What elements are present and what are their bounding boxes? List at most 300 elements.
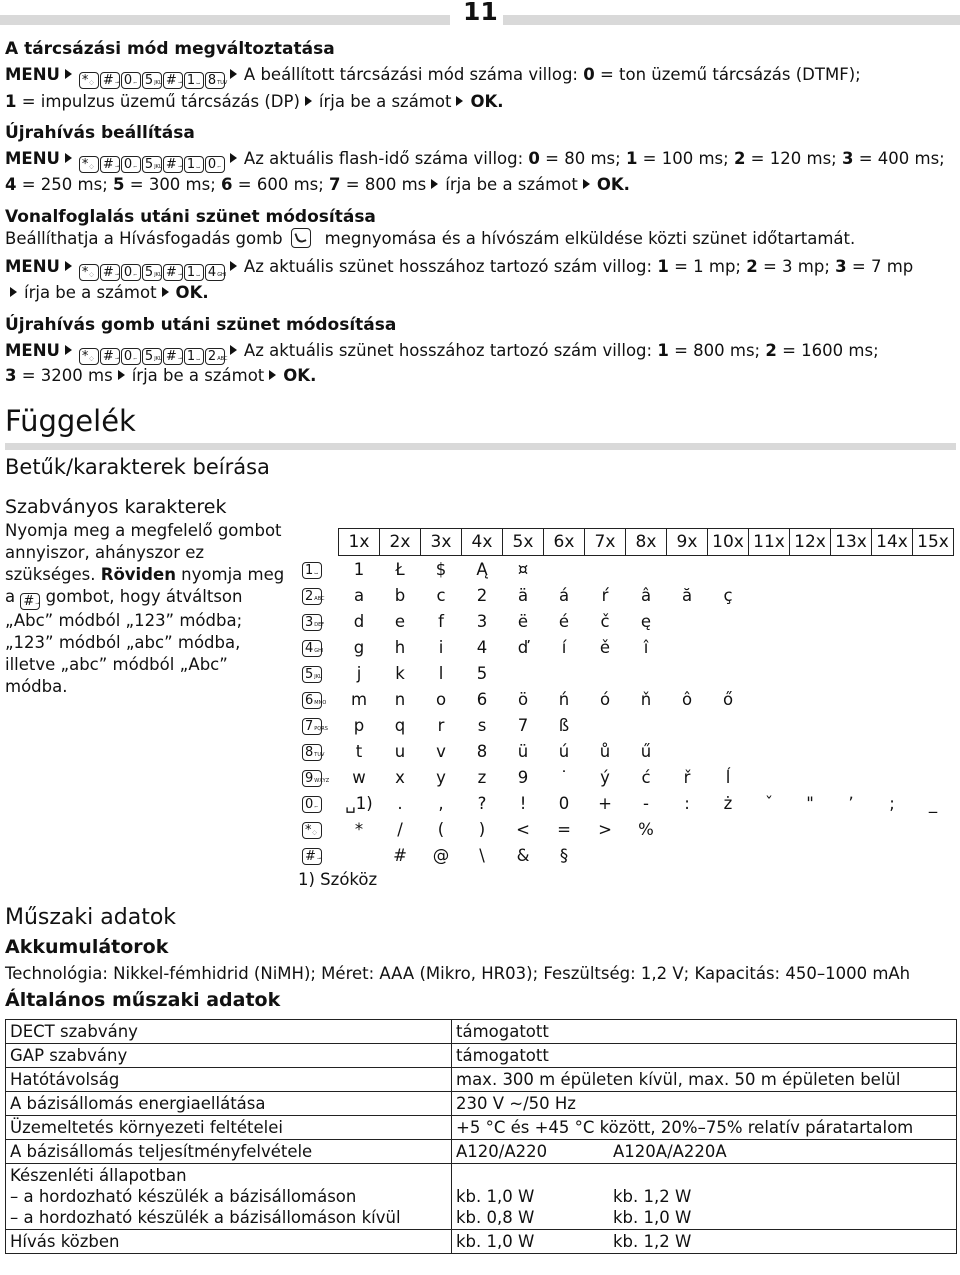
key-icon xyxy=(121,348,141,365)
option-value: 0 xyxy=(583,65,595,84)
description-text: megnyomása és a hívószám elküldése közti szünet időtartamát. xyxy=(324,229,856,248)
char-cell xyxy=(626,712,667,738)
char-cell xyxy=(708,634,749,660)
option-value: 3 xyxy=(841,149,854,168)
char-cell: ö xyxy=(517,689,529,709)
column-header: 6x xyxy=(544,529,585,556)
char-cell xyxy=(749,738,790,764)
char-cell: ń xyxy=(558,689,570,709)
spec-row xyxy=(6,1140,957,1164)
header-rule-right xyxy=(503,15,960,25)
key-letters: ⊸ xyxy=(316,856,322,862)
char-cell: 6 xyxy=(476,689,488,709)
value-column xyxy=(456,1165,613,1228)
key-letters: TUV xyxy=(314,752,325,758)
key-main: 5 xyxy=(144,265,154,280)
key-letters: ⌴ xyxy=(196,356,201,362)
char-cell: ň xyxy=(640,689,652,709)
column-header: 8x xyxy=(626,529,667,556)
header-rule-left xyxy=(0,15,450,25)
column-header: 11x xyxy=(749,529,790,556)
key-icon xyxy=(121,264,141,281)
char-cell: é xyxy=(558,611,570,631)
key-main: # xyxy=(102,349,114,364)
value-line: kb. 1,0 W xyxy=(456,1187,535,1206)
key-sequence xyxy=(79,264,225,281)
spec-label xyxy=(6,1230,452,1254)
char-cell xyxy=(749,816,790,842)
arrow-icon xyxy=(305,96,312,106)
char-cell: c xyxy=(436,585,446,605)
option-text: = 1600 ms; xyxy=(776,341,879,360)
arrow-icon xyxy=(230,345,237,355)
key-main: * xyxy=(81,265,89,280)
char-cell: ʼ xyxy=(848,793,854,813)
char-cell xyxy=(585,712,626,738)
key-icon xyxy=(142,264,162,281)
char-cell: 9 xyxy=(517,767,529,787)
row-key-cell xyxy=(302,738,339,764)
key-icon xyxy=(184,156,204,173)
char-cell: k xyxy=(395,663,405,683)
section-title: Újrahívás gomb utáni szünet módosítása xyxy=(5,315,397,335)
char-cell xyxy=(872,634,913,660)
arrow-icon xyxy=(230,153,237,163)
spec-value xyxy=(452,1140,957,1164)
char-cell: : xyxy=(684,793,690,813)
label-line: Készenléti állapotban xyxy=(10,1166,187,1185)
char-cell xyxy=(790,712,831,738)
battery-text: Technológia: Nikkel-fémhidrid (NiMH); Méret: AAA (Mikro, HR03); Feszültség: 1,2 V; Kapacitás: 450–1000 mAh xyxy=(5,964,911,983)
text-line xyxy=(5,148,945,173)
char-cell xyxy=(913,686,954,712)
key-icon xyxy=(302,848,322,865)
text-line xyxy=(5,122,195,144)
char-cell xyxy=(831,712,872,738)
char-row xyxy=(302,764,954,790)
char-cell xyxy=(831,556,872,583)
char-cell xyxy=(708,660,749,686)
character-intro xyxy=(5,520,290,698)
key-main: 0 xyxy=(123,73,133,88)
key-icon xyxy=(302,614,325,631)
char-cell: + xyxy=(598,793,612,813)
key-letters: ⌐ xyxy=(133,80,138,86)
value-column xyxy=(456,1117,913,1138)
option-value: 3 xyxy=(835,257,847,276)
char-cell xyxy=(749,582,790,608)
text-line xyxy=(5,228,855,250)
char-cell xyxy=(831,634,872,660)
char-cell xyxy=(831,816,872,842)
char-cell: # xyxy=(393,845,407,865)
key-icon xyxy=(79,156,99,173)
option-text: = 250 ms; xyxy=(16,175,114,194)
key-icon xyxy=(163,348,183,365)
char-cell xyxy=(708,608,749,634)
char-cell: w xyxy=(352,767,366,787)
key-icon xyxy=(302,692,327,709)
spec-value xyxy=(452,1116,957,1140)
char-cell: ŕ xyxy=(601,585,609,605)
key-main: 9 xyxy=(305,771,314,786)
key-main: # xyxy=(102,265,114,280)
key-icon xyxy=(302,640,322,657)
char-cell: t xyxy=(355,741,363,761)
key-letters: ⌴ xyxy=(314,569,319,576)
spec-row xyxy=(6,1020,957,1044)
char-row xyxy=(302,686,954,712)
column-header: 9x xyxy=(667,529,708,556)
space-footnote: 1) Szóköz xyxy=(298,870,378,889)
char-cell: & xyxy=(516,845,530,865)
key-main: # xyxy=(305,849,316,864)
key-icon xyxy=(205,264,225,281)
char-cell xyxy=(790,764,831,790)
key-icon xyxy=(302,666,322,683)
key-letters: TUV xyxy=(217,80,228,86)
char-cell xyxy=(913,738,954,764)
key-main: # xyxy=(165,73,177,88)
value-line: max. 300 m épületen kívül, max. 50 m épületen belül xyxy=(456,1070,901,1089)
key-icon xyxy=(205,72,228,89)
spec-label xyxy=(6,1020,452,1044)
char-cell: ; xyxy=(889,793,895,813)
value-line: támogatott xyxy=(456,1022,549,1041)
key-main: # xyxy=(165,265,177,280)
key-main: # xyxy=(102,157,114,172)
char-cell: ˇ xyxy=(764,793,774,813)
char-cell: i xyxy=(438,637,444,657)
char-cell xyxy=(872,764,913,790)
char-cell xyxy=(872,816,913,842)
info-text: Az aktuális szünet hosszához tartozó szám villog: xyxy=(243,341,658,360)
key-main: 1 xyxy=(186,73,196,88)
value-column xyxy=(456,1021,549,1042)
key-icon xyxy=(79,72,99,89)
char-cell: * xyxy=(354,819,364,839)
char-cell: y xyxy=(436,767,446,787)
char-cell: î xyxy=(643,637,649,657)
char-cell: = xyxy=(557,819,571,839)
ok-label: OK. xyxy=(596,175,630,194)
key-main: * xyxy=(81,349,89,364)
key-main: # xyxy=(102,73,114,88)
value-line: kb. 1,0 W xyxy=(456,1232,535,1251)
char-cell xyxy=(667,556,708,583)
char-cell: ő xyxy=(722,689,734,709)
menu-label: MENU xyxy=(5,341,60,360)
appendix-title: Függelék xyxy=(5,404,136,438)
char-cell: č xyxy=(600,611,610,631)
char-cell xyxy=(667,634,708,660)
char-cell xyxy=(790,738,831,764)
option-value: 2 xyxy=(746,257,758,276)
char-cell xyxy=(913,634,954,660)
label-line: – a hordozható készülék a bázisállomáson kívül xyxy=(10,1208,401,1227)
option-text: = 300 ms; xyxy=(124,175,222,194)
row-key-cell xyxy=(302,764,339,790)
value-line: kb. 1,2 W xyxy=(613,1232,692,1251)
char-cell xyxy=(872,556,913,583)
key-letters: ◌ xyxy=(89,356,94,362)
option-value: 0 xyxy=(528,149,540,168)
char-cell: ë xyxy=(517,611,529,631)
arrow-icon xyxy=(162,287,169,297)
char-cell: ó xyxy=(599,689,611,709)
arrow-icon xyxy=(65,261,72,271)
option-text: = 800 ms; xyxy=(668,341,766,360)
value-line: A120/A220 xyxy=(456,1142,548,1161)
char-cell: l xyxy=(438,663,444,683)
char-cell xyxy=(831,764,872,790)
info-text: = ton üzemű tárcsázás (DTMF); xyxy=(594,65,861,84)
row-key-cell xyxy=(302,712,339,738)
char-cell: ˙ xyxy=(559,767,569,787)
general-specs-heading: Általános műszaki adatok xyxy=(5,989,281,1011)
char-cell xyxy=(913,660,954,686)
value-columns xyxy=(456,1141,952,1162)
value-line: támogatott xyxy=(456,1046,549,1065)
char-cell: v xyxy=(436,741,446,761)
phone-call-icon xyxy=(291,228,311,248)
key-icon xyxy=(79,264,99,281)
column-header: 10x xyxy=(708,529,749,556)
char-cell: ß xyxy=(558,715,570,735)
char-cell: o xyxy=(435,689,447,709)
char-cell xyxy=(503,660,544,686)
key-icon xyxy=(100,72,120,89)
char-cell: ă xyxy=(681,585,693,605)
value-columns xyxy=(456,1045,952,1066)
char-cell xyxy=(708,842,749,868)
value-line: A120A/A220A xyxy=(613,1142,727,1161)
key-icon xyxy=(142,72,162,89)
char-cell xyxy=(831,686,872,712)
standard-characters-heading: Szabványos karakterek xyxy=(5,496,227,518)
value-columns xyxy=(456,1231,952,1252)
key-icon xyxy=(302,588,325,605)
spec-value xyxy=(452,1164,957,1230)
key-icon xyxy=(163,156,183,173)
key-icon xyxy=(100,264,120,281)
value-column xyxy=(456,1141,613,1162)
char-cell: ? xyxy=(477,793,487,813)
enter-instruction: írja be a számot xyxy=(131,366,265,385)
char-cell: h xyxy=(394,637,406,657)
intro-bold: Röviden xyxy=(100,565,176,584)
column-header: 4x xyxy=(462,529,503,556)
char-cell: 8 xyxy=(476,741,488,761)
char-cell xyxy=(667,660,708,686)
char-cell: @ xyxy=(432,845,450,865)
option-text: = 100 ms; xyxy=(637,149,734,168)
key-letters: ⊸ xyxy=(177,356,183,362)
char-cell: ç xyxy=(723,585,733,605)
char-cell xyxy=(749,764,790,790)
char-cell xyxy=(872,608,913,634)
value-columns xyxy=(456,1021,952,1042)
key-letters: WXYZ xyxy=(314,778,330,784)
char-cell: _ xyxy=(928,793,938,813)
section-title: Vonalfoglalás utáni szünet módosítása xyxy=(5,207,376,227)
char-cell xyxy=(831,738,872,764)
label-line: – a hordozható készülék a bázisállomáson xyxy=(10,1187,357,1206)
spec-row xyxy=(6,1044,957,1068)
info-text: Az aktuális szünet hosszához tartozó szám villog: xyxy=(243,257,658,276)
char-cell xyxy=(790,634,831,660)
key-letters: ⊸ xyxy=(114,356,120,362)
option-text: = 1 mp; xyxy=(668,257,747,276)
spec-label xyxy=(6,1092,452,1116)
key-letters: ⌐ xyxy=(217,164,222,170)
key-letters: JKL xyxy=(154,356,162,362)
key-main: 4 xyxy=(305,641,314,656)
label-line: A bázisállomás energiaellátása xyxy=(10,1094,266,1113)
key-letters: ABC xyxy=(217,356,228,362)
option-text: = 3200 ms xyxy=(16,366,113,385)
char-cell xyxy=(585,556,626,583)
spec-value xyxy=(452,1068,957,1092)
key-main: 4 xyxy=(207,265,217,280)
text-line xyxy=(5,340,879,365)
column-header: 13x xyxy=(831,529,872,556)
enter-instruction: írja be a számot xyxy=(445,175,578,194)
intro-text-a: Nyomja meg a megfelelő gombot annyiszor, ahányszor ez szükséges. xyxy=(5,521,282,584)
row-key-cell xyxy=(302,582,339,608)
key-main: 1 xyxy=(305,562,314,578)
ok-label: OK. xyxy=(283,366,317,385)
arrow-icon xyxy=(65,153,72,163)
text-line xyxy=(5,314,396,336)
spec-row xyxy=(6,1068,957,1092)
label-line: GAP szabvány xyxy=(10,1046,128,1065)
char-cell: f xyxy=(438,611,444,631)
key-letters: ⊸ xyxy=(114,272,120,278)
key-main: * xyxy=(81,157,89,172)
section-title: A tárcsázási mód megváltoztatása xyxy=(5,39,335,59)
char-cell: á xyxy=(558,585,570,605)
char-row xyxy=(302,842,954,868)
key-letters: JKL xyxy=(314,674,322,680)
char-cell: Ł xyxy=(395,559,405,579)
char-row xyxy=(302,582,954,608)
key-icon xyxy=(205,348,228,365)
char-cell: ô xyxy=(681,689,693,709)
text-line xyxy=(5,282,209,304)
char-cell xyxy=(708,816,749,842)
key-letters: ◌ xyxy=(312,830,317,836)
spec-table xyxy=(5,1019,957,1254)
row-key-cell xyxy=(302,842,339,868)
char-cell xyxy=(790,660,831,686)
key-icon xyxy=(100,156,120,173)
char-cell: ( xyxy=(437,819,445,839)
key-letters: ◌ xyxy=(89,164,94,170)
spec-row xyxy=(6,1116,957,1140)
key-icon xyxy=(184,348,204,365)
char-cell: " xyxy=(806,793,814,813)
option-value: 7 xyxy=(329,175,341,194)
char-cell xyxy=(749,634,790,660)
value-line xyxy=(456,1165,613,1186)
char-cell: ć xyxy=(641,767,651,787)
key-letters: ◌ xyxy=(89,80,94,86)
column-header: 5x xyxy=(503,529,544,556)
info-text: Az aktuális flash-idő száma villog: xyxy=(243,149,529,168)
key-letters: MNO xyxy=(314,700,327,706)
key-letters: ⌴ xyxy=(196,272,201,278)
value-line: kb. 0,8 W xyxy=(456,1208,535,1227)
char-cell xyxy=(913,608,954,634)
key-main: 7 xyxy=(305,719,314,734)
char-cell: x xyxy=(395,767,405,787)
key-main: 5 xyxy=(144,349,154,364)
char-cell: ü xyxy=(517,741,529,761)
char-cell xyxy=(913,842,954,868)
info-text: A beállított tárcsázási mód száma villog: xyxy=(243,65,584,84)
char-cell xyxy=(544,660,585,686)
option-text: = 400 ms; xyxy=(853,149,945,168)
column-header: 3x xyxy=(421,529,462,556)
value-column xyxy=(456,1231,613,1252)
char-cell: ű xyxy=(640,741,652,761)
option-text: = 3 mp; xyxy=(757,257,836,276)
key-icon xyxy=(184,264,204,281)
value-line: 230 V ~/50 Hz xyxy=(456,1094,576,1113)
key-icon xyxy=(121,156,141,173)
key-main: 1 xyxy=(186,157,196,172)
char-cell xyxy=(667,712,708,738)
char-cell xyxy=(831,660,872,686)
char-cell xyxy=(913,712,954,738)
label-line: DECT szabvány xyxy=(10,1022,138,1041)
char-cell xyxy=(708,556,749,583)
char-cell: 4 xyxy=(476,637,488,657)
key-main: 6 xyxy=(305,693,314,708)
row-key-cell xyxy=(302,686,339,712)
arrow-icon xyxy=(118,370,125,380)
char-row xyxy=(302,816,954,842)
ok-label: OK. xyxy=(175,283,209,302)
char-cell xyxy=(831,608,872,634)
column-header: 2x xyxy=(380,529,421,556)
spec-value xyxy=(452,1092,957,1116)
key-main: 5 xyxy=(305,667,314,682)
char-cell: z xyxy=(477,767,487,787)
spec-row xyxy=(6,1164,957,1230)
key-sequence xyxy=(79,348,228,365)
row-key-cell xyxy=(302,556,339,583)
char-cell: 1 xyxy=(353,559,365,579)
char-cell: < xyxy=(516,819,530,839)
char-cell xyxy=(913,764,954,790)
char-cell: ď xyxy=(517,637,529,657)
char-cell xyxy=(544,556,585,583)
key-sequence xyxy=(79,156,225,173)
key-letters: ⌴ xyxy=(196,80,201,86)
battery-heading: Akkumulátorok xyxy=(5,936,169,958)
char-row xyxy=(302,556,954,583)
key-letters: ⊸ xyxy=(177,80,183,86)
char-cell: a xyxy=(353,585,365,605)
key-icon xyxy=(142,348,162,365)
char-row xyxy=(302,790,954,816)
char-cell xyxy=(749,686,790,712)
key-main: 1 xyxy=(186,349,196,364)
key-icon xyxy=(302,796,322,813)
char-cell: % xyxy=(638,819,654,839)
